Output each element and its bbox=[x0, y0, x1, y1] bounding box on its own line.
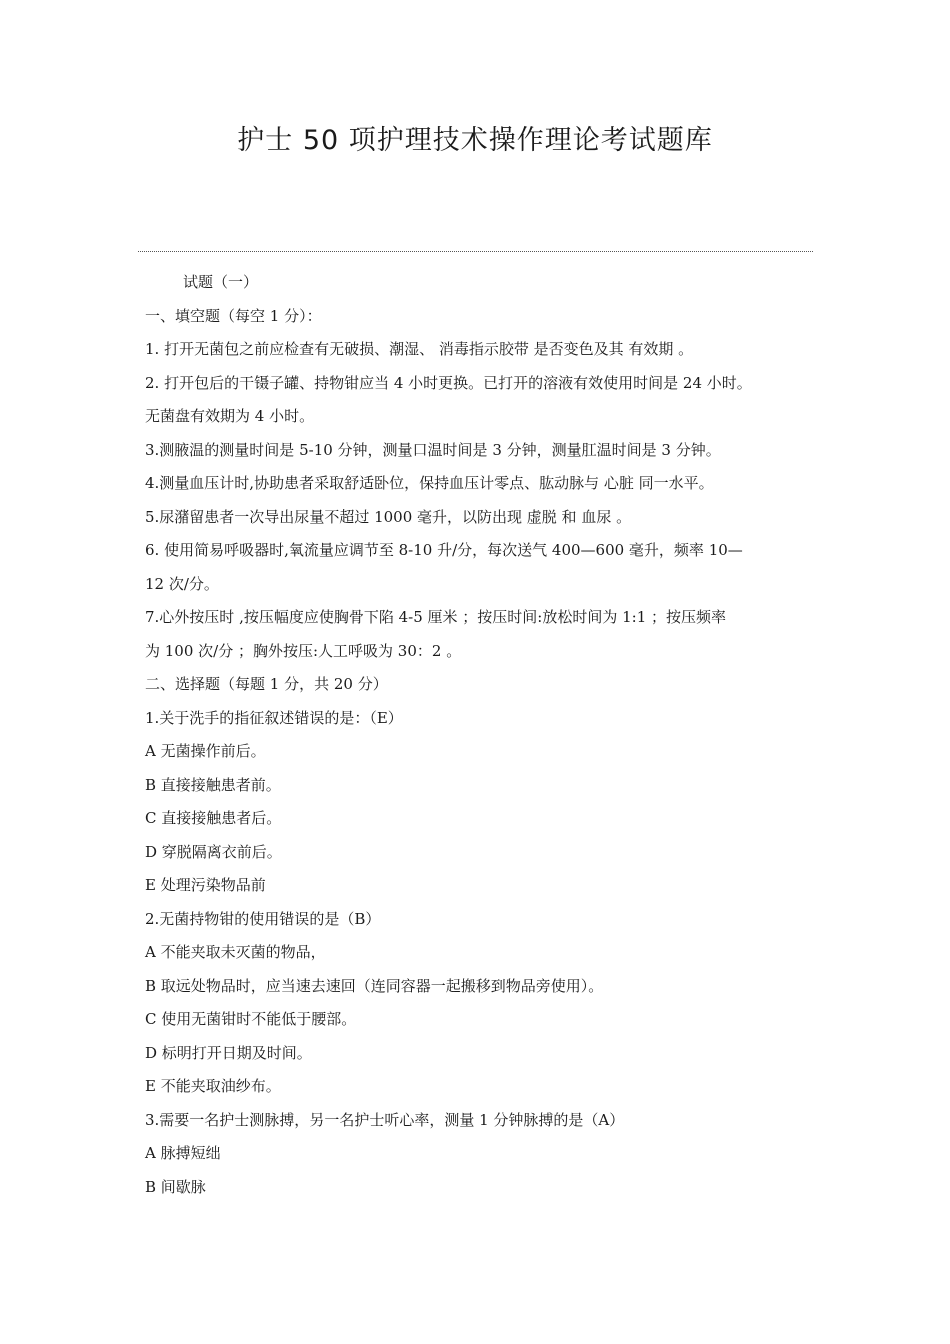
text-line: B 间歇脉 bbox=[145, 1177, 206, 1196]
document-title: 护士 50 项护理技术操作理论考试题库 bbox=[237, 125, 713, 156]
text-line: 二、选择题（每题 1 分，共 20 分） bbox=[145, 675, 388, 693]
text-line: 为 100 次/分 ；胸外按压:人工呼吸为 30：2 。 bbox=[145, 641, 462, 660]
text-line: A 无菌操作前后。 bbox=[145, 742, 266, 760]
text-line: 2. 打开包后的干镊子罐、持物钳应当 4 小时更换。已打开的溶液有效使用时间是 24 小时。 bbox=[145, 373, 752, 392]
text-line: 12 次/分。 bbox=[145, 574, 219, 593]
text-line: A 不能夹取未灭菌的物品， bbox=[145, 943, 326, 961]
text-line: 7.心外按压时 ,按压幅度应使胸骨下陷 4-5 厘米 ；按压时间:放松时间为 1:1 ；按压频率 bbox=[145, 608, 727, 626]
text-line: 3.需要一名护士测脉搏，另一名护士听心率，测量 1 分钟脉搏的是（A） bbox=[145, 1110, 625, 1129]
text-line: E 处理污染物品前 bbox=[145, 876, 266, 894]
text-line: 2.无菌持物钳的使用错误的是（B） bbox=[145, 909, 381, 928]
text-line: 6. 使用简易呼吸器时,氧流量应调节至 8-10 升/分，每次送气 400—600 毫升，频率 10— bbox=[145, 541, 743, 559]
header-divider bbox=[138, 251, 813, 252]
text-line: 试题（一） bbox=[183, 273, 259, 291]
text-line: 3.测腋温的测量时间是 5-10 分钟，测量口温时间是 3 分钟，测量肛温时间是 3 分钟。 bbox=[145, 440, 721, 459]
text-line: C 直接接触患者后。 bbox=[145, 809, 282, 827]
text-line: 1.关于洗手的指征叙述错误的是：（E） bbox=[145, 708, 403, 727]
text-line: D 标明打开日期及时间。 bbox=[145, 1043, 312, 1062]
text-line: 无菌盘有效期为 4 小时。 bbox=[145, 407, 315, 425]
text-line: B 取远处物品时，应当速去速回（连同容器一起搬移到物品旁使用）。 bbox=[145, 976, 604, 995]
text-line: C 使用无菌钳时不能低于腰部。 bbox=[145, 1010, 357, 1028]
text-line: 1. 打开无菌包之前应检查有无破损、潮湿、 消毒指示胶带 是否变色及其 有效期 。 bbox=[145, 340, 694, 358]
text-line: 4.测量血压计时,协助患者采取舒适卧位，保持血压计零点、肱动脉与 心脏 同一水平。 bbox=[145, 474, 714, 492]
text-line: A 脉搏短绌 bbox=[145, 1144, 221, 1162]
document-body bbox=[145, 266, 813, 1204]
text-line: B 直接接触患者前。 bbox=[145, 775, 281, 794]
text-line: D 穿脱隔离衣前后。 bbox=[145, 842, 282, 861]
text-line: 一、填空题（每空 1 分）： bbox=[145, 306, 322, 325]
text-line: 5.尿潴留患者一次导出尿量不超过 1000 毫升，以防出现 虚脱 和 血尿 。 bbox=[145, 507, 632, 526]
text-line: E 不能夹取油纱布。 bbox=[145, 1077, 281, 1095]
